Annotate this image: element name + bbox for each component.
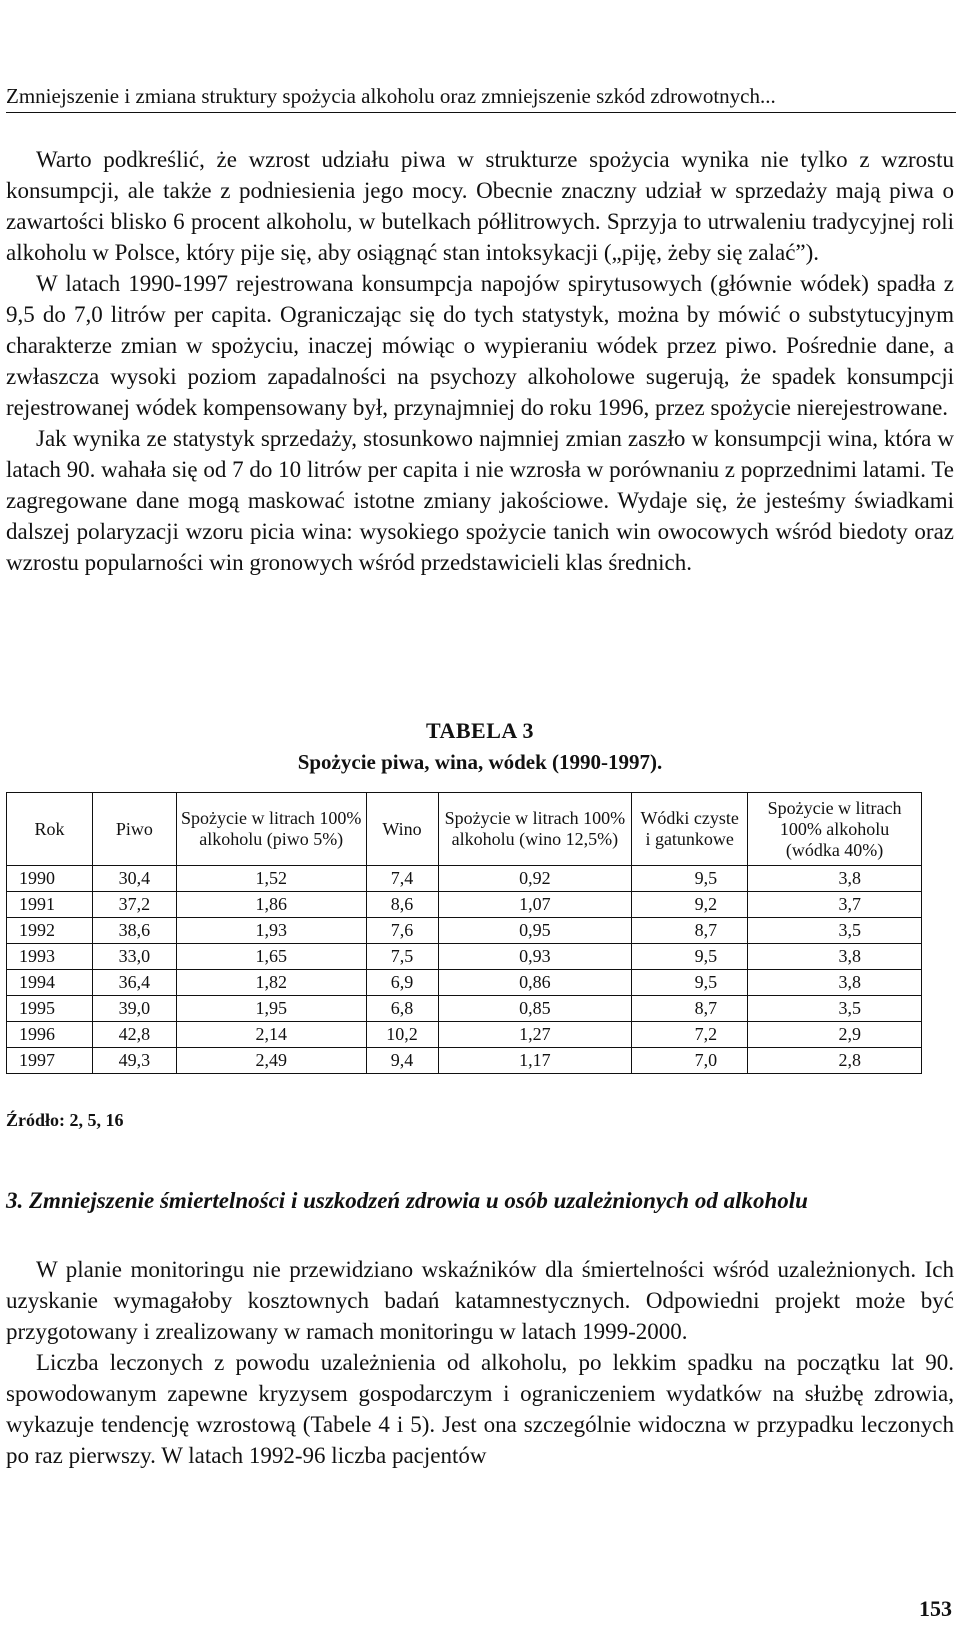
cell-wine-pure: 0,95 bbox=[438, 918, 632, 944]
cell-beer: 30,4 bbox=[92, 866, 176, 892]
consumption-table bbox=[6, 792, 922, 1074]
section-text bbox=[6, 1254, 954, 1471]
cell-wine: 7,6 bbox=[366, 918, 438, 944]
cell-wine-pure: 0,93 bbox=[438, 944, 632, 970]
cell-vodka-pure: 3,8 bbox=[748, 944, 922, 970]
cell-year: 1995 bbox=[7, 996, 93, 1022]
cell-year: 1996 bbox=[7, 1022, 93, 1048]
cell-vodka: 7,2 bbox=[632, 1022, 748, 1048]
cell-beer: 42,8 bbox=[92, 1022, 176, 1048]
table-row bbox=[7, 944, 922, 970]
cell-beer-pure: 1,52 bbox=[176, 866, 366, 892]
paragraph: Jak wynika ze statystyk sprzedaży, stosunkowo najmniej zmian zaszło w konsumpcji wina, która w latach 90. wahała się od 7 do 10 litrów per capita i nie wzrosła w porównaniu z poprzednimi latami. Te zagregowane dane mogą maskować istotne zmiany jakościowe. Wydaje się, że jesteśmy świadkami dalszej polaryzacji wzoru picia wina: wysokiego spożycie tanich win owocowych wśród biedoty oraz wzrostu popularności win gronowych wśród przedstawicieli klas średnich. bbox=[6, 426, 954, 575]
col-header-beer: Piwo bbox=[92, 793, 176, 866]
cell-beer-pure: 1,65 bbox=[176, 944, 366, 970]
table-row bbox=[7, 866, 922, 892]
cell-year: 1994 bbox=[7, 970, 93, 996]
cell-beer-pure: 1,93 bbox=[176, 918, 366, 944]
cell-vodka: 9,5 bbox=[632, 944, 748, 970]
col-header-beer-pure: Spożycie w litrach 100% alkoholu (piwo 5%) bbox=[176, 793, 366, 866]
cell-beer: 49,3 bbox=[92, 1048, 176, 1074]
table-row bbox=[7, 918, 922, 944]
cell-beer: 38,6 bbox=[92, 918, 176, 944]
section-heading: 3. Zmniejszenie śmiertelności i uszkodzeń zdrowia u osób uzależnionych od alkoholu bbox=[6, 1188, 808, 1213]
cell-vodka: 8,7 bbox=[632, 918, 748, 944]
cell-vodka: 9,2 bbox=[632, 892, 748, 918]
paragraph: Warto podkreślić, że wzrost udziału piwa w strukturze spożycia wynika nie tylko z wzrostu konsumpcji, ale także z podniesienia jego mocy. Obecnie znaczny udział w sprzedaży mają piwa o zawartości blisko 6 procent alkoholu, w butelkach półlitrowych. Sprzyja to utrwaleniu tradycyjnej roli alkoholu w Polsce, który pije się, aby osiągnąć stan intoksykacji („piję, żeby się zalać”). bbox=[6, 147, 954, 265]
cell-year: 1990 bbox=[7, 866, 93, 892]
table-row bbox=[7, 892, 922, 918]
cell-wine-pure: 0,86 bbox=[438, 970, 632, 996]
table-row bbox=[7, 1048, 922, 1074]
cell-year: 1993 bbox=[7, 944, 93, 970]
table-row bbox=[7, 996, 922, 1022]
cell-vodka-pure: 3,8 bbox=[748, 866, 922, 892]
cell-beer-pure: 2,14 bbox=[176, 1022, 366, 1048]
intro-text bbox=[6, 144, 954, 578]
cell-beer: 33,0 bbox=[92, 944, 176, 970]
running-head: Zmniejszenie i zmiana struktury spożycia alkoholu oraz zmniejszenie szkód zdrowotnych... bbox=[6, 84, 956, 113]
cell-wine-pure: 0,92 bbox=[438, 866, 632, 892]
cell-year: 1991 bbox=[7, 892, 93, 918]
cell-vodka: 7,0 bbox=[632, 1048, 748, 1074]
cell-wine: 9,4 bbox=[366, 1048, 438, 1074]
col-header-year: Rok bbox=[7, 793, 93, 866]
cell-vodka-pure: 3,7 bbox=[748, 892, 922, 918]
page-number: 153 bbox=[919, 1596, 952, 1621]
cell-vodka: 9,5 bbox=[632, 866, 748, 892]
cell-wine: 7,5 bbox=[366, 944, 438, 970]
table-row bbox=[7, 970, 922, 996]
col-header-wine-pure: Spożycie w litrach 100% alkoholu (wino 12,5%) bbox=[438, 793, 632, 866]
table-row bbox=[7, 1022, 922, 1048]
paragraph: W latach 1990-1997 rejestrowana konsumpcja napojów spirytusowych (głównie wódek) spadła z 9,5 do 7,0 litrów per capita. Ograniczając się do tych statystyk, można by mówić o substytucyjnym charakterze zmian w spożyciu, inaczej mówiąc o wypieraniu wódek przez piwo. Pośrednie dane, a zwłaszcza wysoki poziom zapadalności na psychozy alkoholowe sugerują, że spadek konsumpcji rejestrowanej wódek kompensowany był, przynajmniej do roku 1996, przez spożycie nierejestrowane. bbox=[6, 271, 954, 420]
cell-vodka: 9,5 bbox=[632, 970, 748, 996]
col-header-wine: Wino bbox=[366, 793, 438, 866]
cell-wine-pure: 1,07 bbox=[438, 892, 632, 918]
table-header-row bbox=[7, 793, 922, 866]
cell-vodka: 8,7 bbox=[632, 996, 748, 1022]
cell-beer-pure: 1,95 bbox=[176, 996, 366, 1022]
cell-wine-pure: 1,17 bbox=[438, 1048, 632, 1074]
cell-vodka-pure: 2,8 bbox=[748, 1048, 922, 1074]
cell-vodka-pure: 3,5 bbox=[748, 996, 922, 1022]
cell-wine: 7,4 bbox=[366, 866, 438, 892]
cell-wine: 8,6 bbox=[366, 892, 438, 918]
cell-wine: 6,8 bbox=[366, 996, 438, 1022]
cell-year: 1992 bbox=[7, 918, 93, 944]
cell-beer-pure: 2,49 bbox=[176, 1048, 366, 1074]
table-number: TABELA 3 bbox=[425, 718, 535, 743]
cell-wine-pure: 1,27 bbox=[438, 1022, 632, 1048]
cell-vodka-pure: 3,5 bbox=[748, 918, 922, 944]
col-header-vodka-pure: Spożycie w litrach 100% alkoholu (wódka 40%) bbox=[748, 793, 922, 866]
cell-beer: 37,2 bbox=[92, 892, 176, 918]
cell-beer: 36,4 bbox=[92, 970, 176, 996]
cell-beer-pure: 1,82 bbox=[176, 970, 366, 996]
cell-wine: 10,2 bbox=[366, 1022, 438, 1048]
cell-vodka-pure: 2,9 bbox=[748, 1022, 922, 1048]
col-header-vodka: Wódki czyste i gatunkowe bbox=[632, 793, 748, 866]
table-source: Źródło: 2, 5, 16 bbox=[6, 1110, 124, 1130]
cell-wine: 6,9 bbox=[366, 970, 438, 996]
cell-wine-pure: 0,85 bbox=[438, 996, 632, 1022]
cell-beer: 39,0 bbox=[92, 996, 176, 1022]
cell-vodka-pure: 3,8 bbox=[748, 970, 922, 996]
table-title: Spożycie piwa, wina, wódek (1990-1997). bbox=[297, 750, 663, 774]
table-body bbox=[7, 866, 922, 1074]
paragraph: Liczba leczonych z powodu uzależnienia od alkoholu, po lekkim spadku na początku lat 90. spowodowanym zapewne kryzysem gospodarczym i ograniczeniem wydatków na służbę zdrowia, wykazuje tendencję wzrostową (Tabele 4 i 5). Jest ona szczególnie widoczna w przypadku leczonych po raz pierwszy. W latach 1992-96 liczba pacjentów bbox=[6, 1350, 954, 1468]
cell-year: 1997 bbox=[7, 1048, 93, 1074]
cell-beer-pure: 1,86 bbox=[176, 892, 366, 918]
paragraph: W planie monitoringu nie przewidziano wskaźników dla śmiertelności wśród uzależnionych. Ich uzyskanie wymagałoby kosztownych badań katamnestycznych. Odpowiedni projekt może być przygotowany i zrealizowany w ramach monitoringu w latach 1999-2000. bbox=[6, 1257, 954, 1344]
